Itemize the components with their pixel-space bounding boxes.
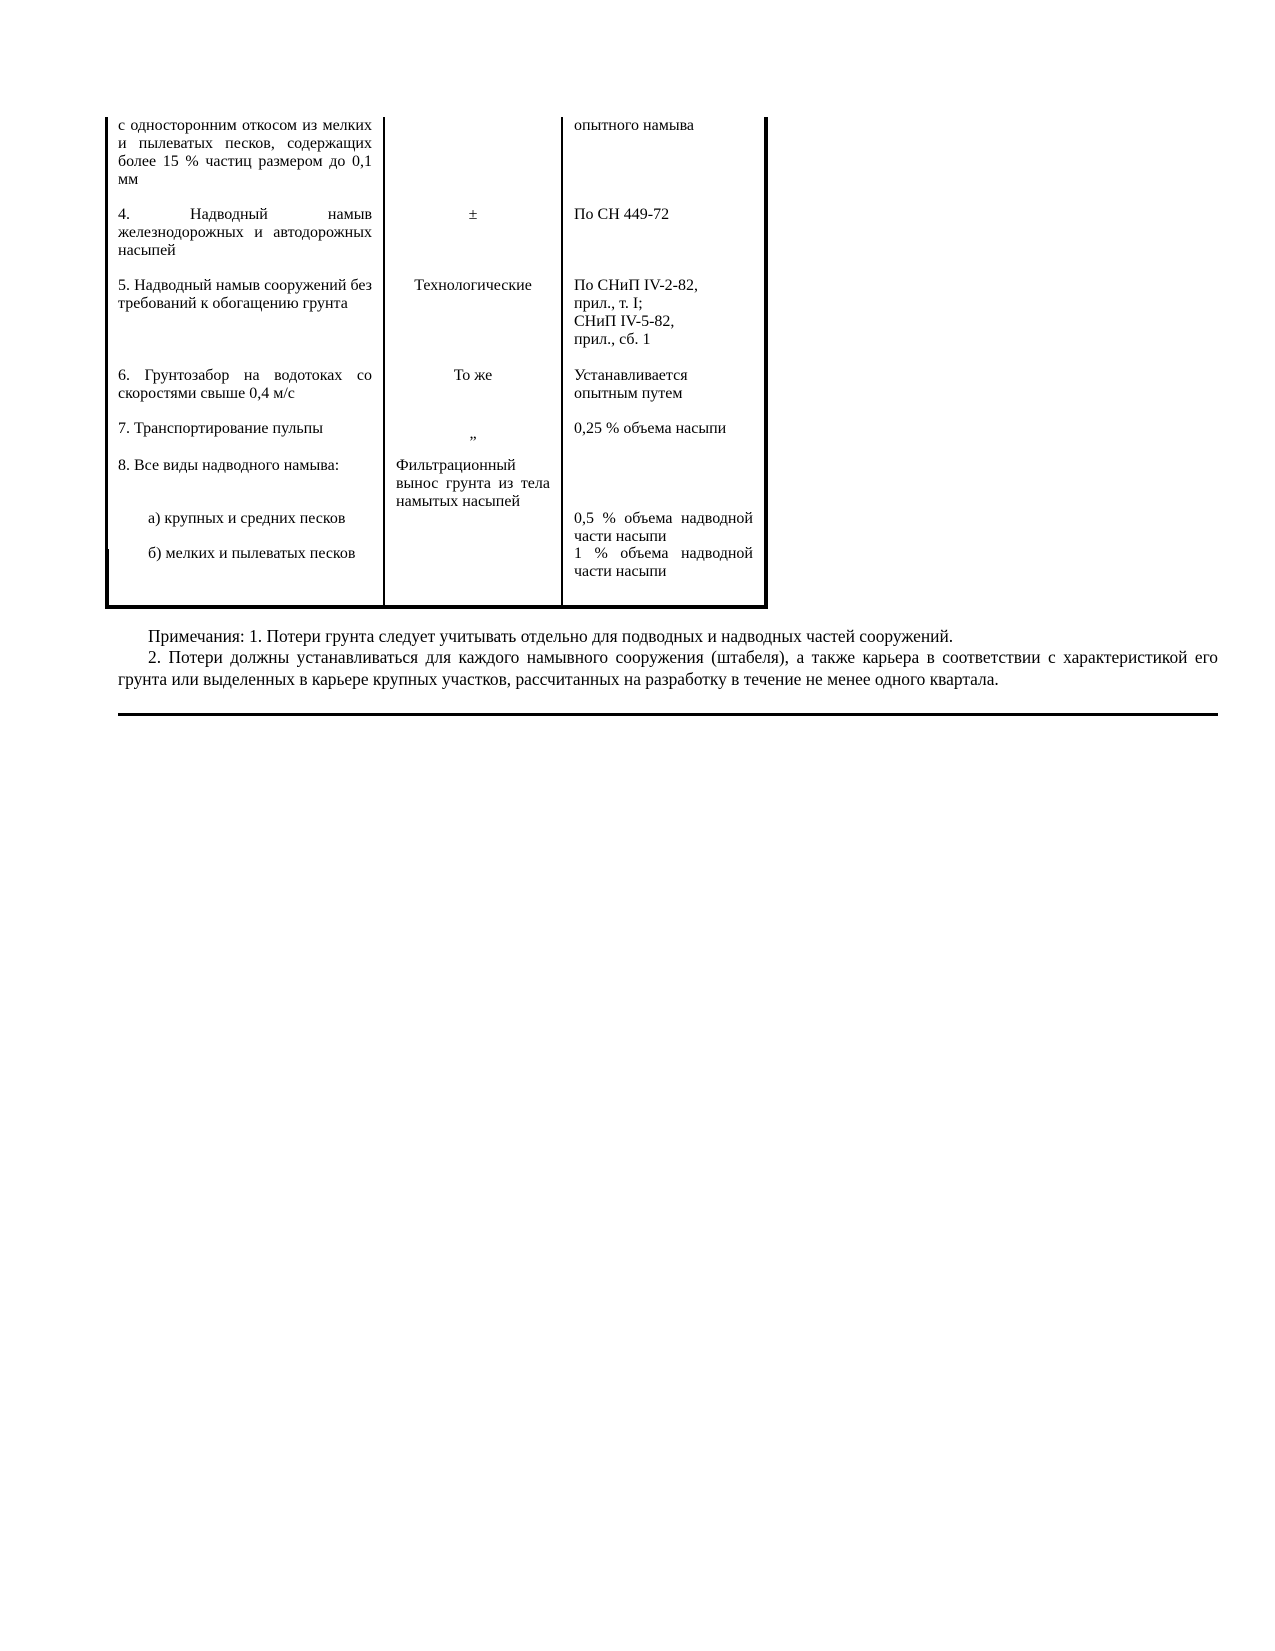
row-8-col-3: 1 % объема надводной части насыпи (574, 545, 753, 580)
row-1-col-3: опытного намыва (574, 117, 695, 134)
note-2: 2. Потери должны устанавливаться для каждого намывного сооружения (штабеля), а также карьера в соответствии с характеристикой его грунта или выделенных в карьере крупных участков, рассчитанных на разработку в течение не менее одного квартала. (118, 647, 1218, 689)
row-7-col-1: а) крупных и средних песков (148, 510, 346, 527)
row-7-col-3: 0,5 % объема надводной части насыпи (574, 510, 753, 545)
table-border-bottom (105, 605, 768, 609)
section-rule (118, 713, 1218, 716)
row-5-col-3: 0,25 % объема насыпи (574, 420, 727, 437)
table-border-right (764, 117, 768, 608)
row-4-col-1: 6. Грунтозабор на водотоках со скоростями свыше 0,4 м/с (118, 367, 372, 402)
row-8-col-1: б) мелких и пылеватых песков (148, 545, 356, 562)
row-3-col-3-line-4: прил., сб. 1 (574, 331, 651, 348)
row-3-col-3-line-3: СНиП IV-5-82, (574, 313, 675, 330)
table-border-left-bottom (105, 549, 109, 608)
row-5-col-1: 7. Транспортирование пульпы (118, 420, 323, 437)
row-3-col-2: Технологические (414, 277, 532, 294)
row-1-col-1: с односторонним откосом из мелких и пылеватых песков, содержащих более 15 % частиц размером до 0,1 мм (118, 117, 372, 188)
row-3-col-3-line-1: По СНиП IV-2-82, (574, 277, 698, 294)
notes-section (118, 626, 1218, 690)
row-2-col-1: 4. Надводный намыв железнодорожных и автодорожных насыпей (118, 206, 372, 259)
table-border-left (105, 117, 108, 549)
row-2-col-2: ± (468, 206, 478, 223)
row-6-col-2: Фильтрационный вынос грунта из тела намытых насыпей (396, 457, 550, 510)
row-3-col-3 (574, 277, 753, 349)
row-3-col-3-line-2: прил., т. I; (574, 295, 643, 312)
table-column-divider-1 (383, 117, 385, 608)
row-6-col-1: 8. Все виды надводного намыва: (118, 457, 340, 474)
table-column-divider-2 (561, 117, 563, 608)
row-4-col-2: То же (453, 367, 493, 384)
row-4-col-3: Устанавливается опытным путем (574, 367, 688, 402)
row-2-col-3: По СН 449-72 (574, 206, 670, 223)
note-1: Примечания: 1. Потери грунта следует учитывать отдельно для подводных и надводных частей сооружений. (148, 626, 954, 646)
norms-table (105, 117, 767, 608)
row-5-col-2: „ (469, 425, 477, 442)
row-3-col-1: 5. Надводный намыв сооружений без требований к обогащению грунта (118, 277, 372, 312)
